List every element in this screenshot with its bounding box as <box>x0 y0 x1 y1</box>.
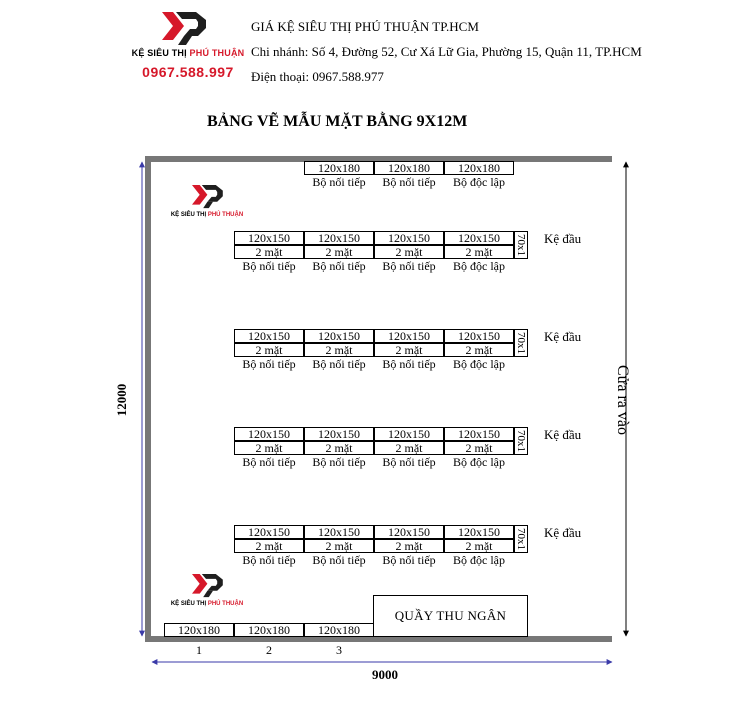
shelf-top-cell: 120x150 <box>374 427 444 441</box>
shelf-label: Bộ nối tiếp <box>242 259 296 273</box>
end-shelf <box>514 525 528 553</box>
logo-tagline: KỆ SIÊU THỊ PHÚ THUẬN <box>131 48 245 58</box>
end-shelf <box>514 427 528 455</box>
shelf-label: Bộ độc lập <box>453 259 505 273</box>
end-shelf-label: Kệ đầu <box>544 525 582 540</box>
shelf-label: Bộ nối tiếp <box>382 357 436 371</box>
shelf-label: Bộ độc lập <box>453 553 505 567</box>
shelf-top-cell: 120x150 <box>304 231 374 245</box>
shelf-bottom-cell: 2 mặt <box>444 539 514 553</box>
shelf-top-cell: 120x150 <box>234 427 304 441</box>
shelf-top-cell: 120x150 <box>444 427 514 441</box>
shelf-bottom-cell: 2 mặt <box>234 441 304 455</box>
width-dimension: 9000 <box>372 667 398 682</box>
shelf-bottom-cell: 2 mặt <box>304 539 374 553</box>
page-title: BẢNG VẼ MẪU MẶT BẰNG 9X12M <box>207 113 468 130</box>
shelf-label: Bộ nối tiếp <box>312 259 366 273</box>
bottom-shelf-number-1: 1 <box>196 643 202 657</box>
shelf-top-cell: 120x150 <box>304 525 374 539</box>
top-shelf-1: 120x180 <box>304 161 374 175</box>
shelf-top-cell: 120x150 <box>444 329 514 343</box>
end-shelf-size: 70x1 <box>515 528 527 550</box>
shelf-label: Bộ nối tiếp <box>242 553 296 567</box>
watermark-logo-bottom: KỆ SIÊU THỊ PHÚ THUẬN <box>162 573 252 621</box>
shelf-bottom-cell: 2 mặt <box>234 245 304 259</box>
end-shelf-size: 70x1 <box>515 430 527 452</box>
height-dimension: 12000 <box>114 383 129 417</box>
top-shelf-label-3: Bộ độc lập <box>453 175 505 189</box>
shelf-top-cell: 120x150 <box>444 231 514 245</box>
door-label: Cửa ra vào <box>614 365 631 435</box>
end-shelf-label: Kệ đầu <box>544 231 582 246</box>
shelf-label: Bộ nối tiếp <box>382 553 436 567</box>
end-shelf-size: 70x1 <box>515 234 527 256</box>
end-shelf <box>514 231 528 259</box>
shelf-label: Bộ nối tiếp <box>382 259 436 273</box>
shelf-top-cell: 120x150 <box>374 525 444 539</box>
shelf-bottom-cell: 2 mặt <box>444 343 514 357</box>
shelf-top-cell: 120x150 <box>374 231 444 245</box>
branch-address: Chi nhánh: Số 4, Đường 52, Cư Xá Lữ Gia, Phường 15, Quận 11, TP.HCM <box>251 44 642 59</box>
shelf-bottom-cell: 2 mặt <box>304 245 374 259</box>
bottom-shelf-3: 120x180 <box>304 623 374 637</box>
shelf-label: Bộ độc lập <box>453 455 505 469</box>
shelf-bottom-cell: 2 mặt <box>304 343 374 357</box>
shelf-bottom-cell: 2 mặt <box>444 245 514 259</box>
shelf-label: Bộ nối tiếp <box>382 455 436 469</box>
shelf-top-cell: 120x150 <box>304 329 374 343</box>
end-shelf <box>514 329 528 357</box>
top-shelf-2: 120x180 <box>374 161 444 175</box>
shelf-bottom-cell: 2 mặt <box>234 343 304 357</box>
company-name: GIÁ KỆ SIÊU THỊ PHÚ THUẬN TP.HCM <box>251 19 479 34</box>
wall-left <box>145 156 151 642</box>
shelf-top-cell: 120x150 <box>374 329 444 343</box>
bottom-shelf-2: 120x180 <box>234 623 304 637</box>
shelf-bottom-cell: 2 mặt <box>304 441 374 455</box>
top-shelf-label-1: Bộ nối tiếp <box>312 175 366 189</box>
phone-number: Điện thoại: 0967.588.977 <box>251 69 384 84</box>
end-shelf-size: 70x1 <box>515 332 527 354</box>
cashier-counter: QUẦY THU NGÂN <box>373 595 528 637</box>
bottom-shelf-1: 120x180 <box>164 623 234 637</box>
bottom-shelf-number-2: 2 <box>266 643 272 657</box>
shelf-label: Bộ nối tiếp <box>312 455 366 469</box>
bottom-shelf-number-3: 3 <box>336 643 342 657</box>
shelf-top-cell: 120x150 <box>444 525 514 539</box>
shelf-top-cell: 120x150 <box>304 427 374 441</box>
end-shelf-label: Kệ đầu <box>544 329 582 344</box>
top-shelf-label-2: Bộ nối tiếp <box>382 175 436 189</box>
shelf-top-cell: 120x150 <box>234 231 304 245</box>
top-shelf-3: 120x180 <box>444 161 514 175</box>
shelf-label: Bộ nối tiếp <box>242 455 296 469</box>
shelf-top-cell: 120x150 <box>234 329 304 343</box>
shelf-bottom-cell: 2 mặt <box>374 441 444 455</box>
shelf-bottom-cell: 2 mặt <box>234 539 304 553</box>
end-shelf-label: Kệ đầu <box>544 427 582 442</box>
shelf-label: Bộ độc lập <box>453 357 505 371</box>
watermark-logo-top: KỆ SIÊU THỊ PHÚ THUẬN <box>162 184 252 232</box>
shelf-top-cell: 120x150 <box>234 525 304 539</box>
shelf-label: Bộ nối tiếp <box>312 553 366 567</box>
shelf-label: Bộ nối tiếp <box>312 357 366 371</box>
shelf-bottom-cell: 2 mặt <box>374 343 444 357</box>
logo-phone: 0967.588.997 <box>142 64 234 80</box>
shelf-label: Bộ nối tiếp <box>242 357 296 371</box>
shelf-bottom-cell: 2 mặt <box>444 441 514 455</box>
shelf-bottom-cell: 2 mặt <box>374 539 444 553</box>
shelf-bottom-cell: 2 mặt <box>374 245 444 259</box>
